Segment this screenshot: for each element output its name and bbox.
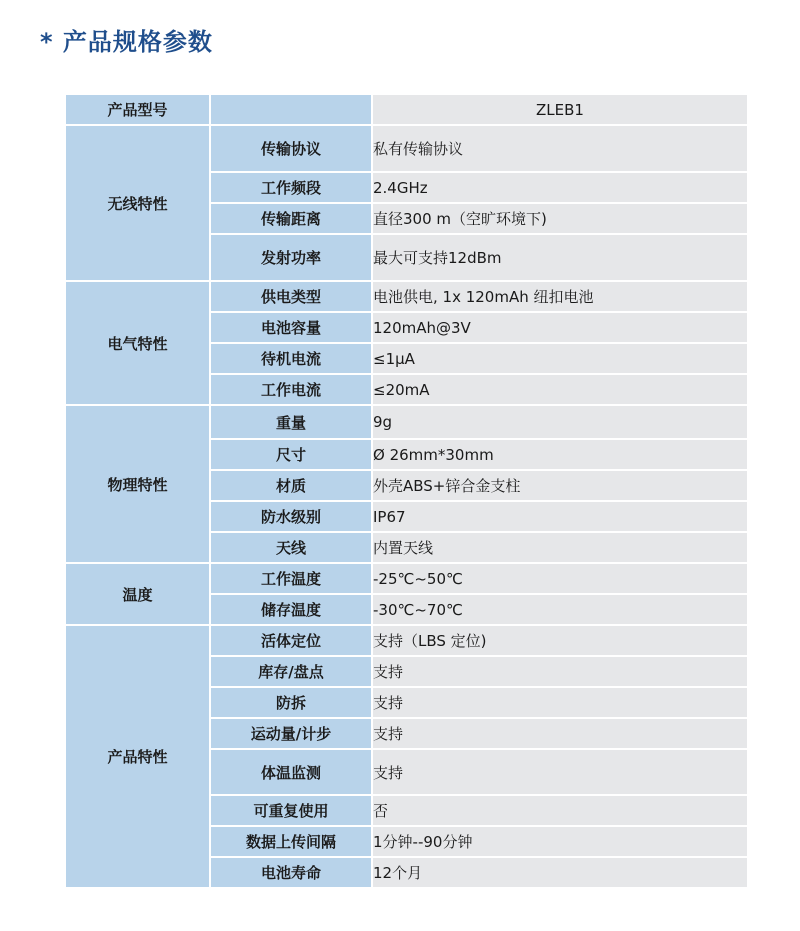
- model-label: 产品型号: [65, 94, 210, 125]
- table-row: [65, 625, 748, 656]
- spec-table: [64, 93, 749, 889]
- spec-value: -30℃~70℃: [372, 594, 748, 625]
- spec-item: 供电类型: [210, 281, 372, 312]
- spec-item: 防水级别: [210, 501, 372, 532]
- category-temperature: 温度: [65, 563, 210, 625]
- spec-item: 工作温度: [210, 563, 372, 594]
- spec-item: 储存温度: [210, 594, 372, 625]
- spec-value: 私有传输协议: [372, 125, 748, 172]
- spec-item: 运动量/计步: [210, 718, 372, 749]
- category-physical: 物理特性: [65, 405, 210, 563]
- table-row: [65, 563, 748, 594]
- spec-item: 体温监测: [210, 749, 372, 795]
- spec-item: 库存/盘点: [210, 656, 372, 687]
- model-empty-cell: [210, 94, 372, 125]
- category-wireless: 无线特性: [65, 125, 210, 281]
- spec-value: 支持: [372, 718, 748, 749]
- spec-value: -25℃~50℃: [372, 563, 748, 594]
- spec-value: 1分钟--90分钟: [372, 826, 748, 857]
- spec-value: 直径300 m（空旷环境下): [372, 203, 748, 234]
- spec-item: 数据上传间隔: [210, 826, 372, 857]
- spec-value: 外壳ABS+锌合金支柱: [372, 470, 748, 501]
- table-row: [65, 405, 748, 439]
- spec-item: 电池寿命: [210, 857, 372, 888]
- spec-value: 支持: [372, 749, 748, 795]
- spec-item: 发射功率: [210, 234, 372, 281]
- spec-value: 否: [372, 795, 748, 826]
- spec-value: ≤20mA: [372, 374, 748, 405]
- category-product: 产品特性: [65, 625, 210, 888]
- spec-value: 支持: [372, 656, 748, 687]
- spec-item: 工作电流: [210, 374, 372, 405]
- spec-item: 天线: [210, 532, 372, 563]
- table-row: [65, 281, 748, 312]
- spec-value: 电池供电, 1x 120mAh 纽扣电池: [372, 281, 748, 312]
- spec-item: 工作频段: [210, 172, 372, 203]
- spec-item: 可重复使用: [210, 795, 372, 826]
- spec-value: ≤1μA: [372, 343, 748, 374]
- spec-value: 支持: [372, 687, 748, 718]
- spec-item: 重量: [210, 405, 372, 439]
- spec-value: 12个月: [372, 857, 748, 888]
- spec-value: Ø 26mm*30mm: [372, 439, 748, 470]
- spec-value: IP67: [372, 501, 748, 532]
- category-electrical: 电气特性: [65, 281, 210, 405]
- spec-value: 9g: [372, 405, 748, 439]
- spec-item: 防拆: [210, 687, 372, 718]
- spec-value: 最大可支持12dBm: [372, 234, 748, 281]
- table-row: [65, 94, 748, 125]
- table-row: [65, 125, 748, 172]
- spec-item: 尺寸: [210, 439, 372, 470]
- spec-item: 电池容量: [210, 312, 372, 343]
- spec-item: 传输协议: [210, 125, 372, 172]
- model-value: ZLEB1: [372, 94, 748, 125]
- spec-value: 2.4GHz: [372, 172, 748, 203]
- spec-item: 传输距离: [210, 203, 372, 234]
- spec-value: 120mAh@3V: [372, 312, 748, 343]
- spec-item: 活体定位: [210, 625, 372, 656]
- spec-value: 内置天线: [372, 532, 748, 563]
- page-title: * 产品规格参数: [40, 28, 213, 56]
- spec-value: 支持（LBS 定位): [372, 625, 748, 656]
- spec-item: 材质: [210, 470, 372, 501]
- spec-item: 待机电流: [210, 343, 372, 374]
